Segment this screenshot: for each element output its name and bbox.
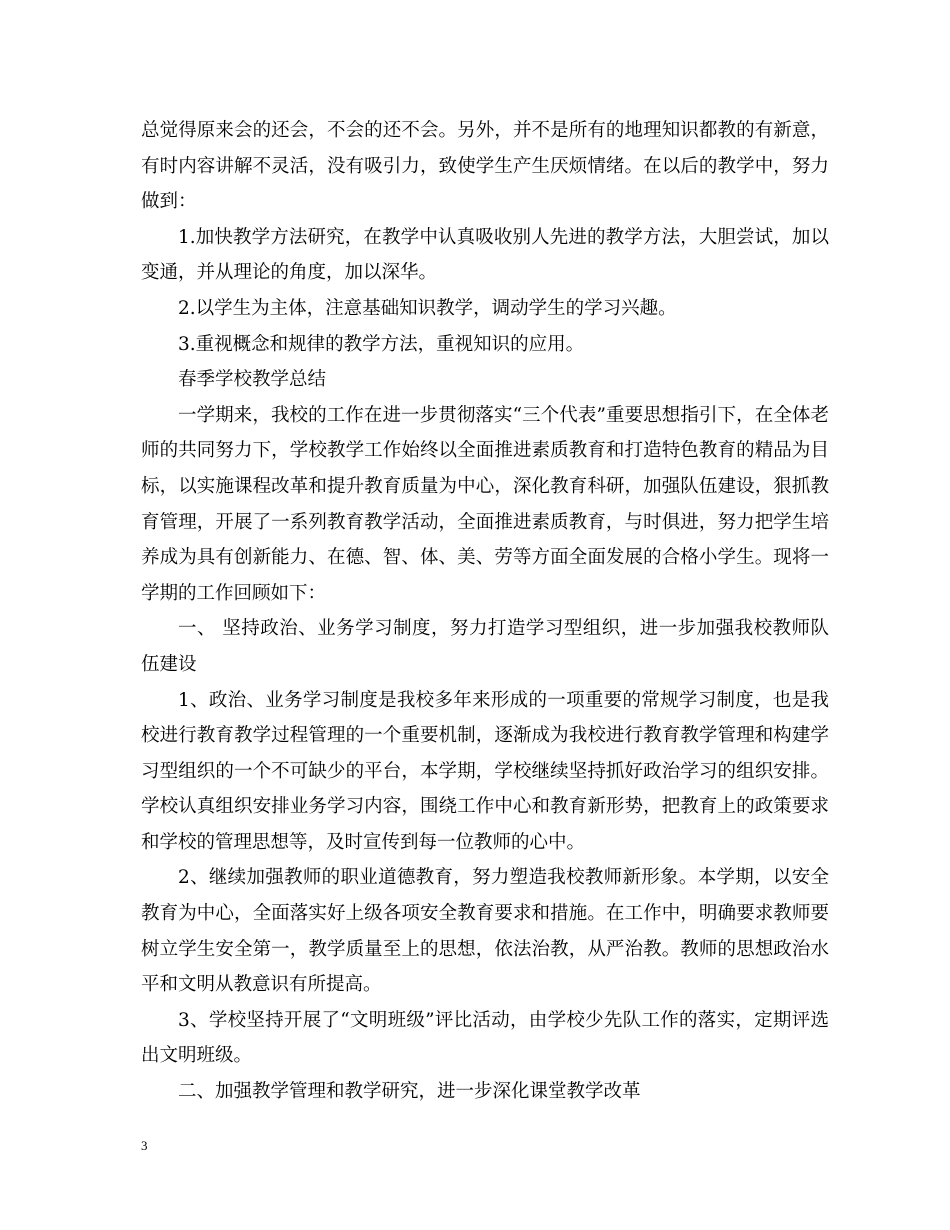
section-title: 春季学校教学总结 [178, 369, 327, 391]
paragraph-item-1: 1.加快教学方法研究，在教学中认真吸收别人先进的教学方法，大胆尝试，加以变通，并从理论的角度，加以深华。 [141, 226, 829, 284]
paragraph-item-3: 3.重视概念和规律的教学方法，重视知识的应用。 [178, 333, 585, 355]
paragraph-continuation: 总觉得原来会的还会，不会的还不会。另外，并不是所有的地理知识都教的有新意，有时内容讲解不灵活，没有吸引力，致使学生产生厌烦情绪。在以后的教学中，努力做到： [141, 120, 829, 213]
paragraph-point-3: 3、学校坚持开展了“文明班级”评比活动，由学校少先队工作的落实，定期评选出文明班级。 [141, 1009, 829, 1067]
paragraph-point-2: 2、继续加强教师的职业道德教育，努力塑造我校教师新形象。本学期，以安全教育为中心，全面落实好上级各项安全教育要求和措施。在工作中，明确要求教师要树立学生安全第一，教学质量至上的思想，依法治教，从严治教。教师的思想政治水平和文明从教意识有所提高。 [141, 867, 829, 996]
paragraph-intro: 一学期来，我校的工作在进一步贯彻落实“三个代表”重要思想指引下，在全体老师的共同努力下，学校教学工作始终以全面推进素质教育和打造特色教育的精品为目标，以实施课程改革和提升教育质量为中心，深化教育科研，加强队伍建设，狠抓教育管理，开展了一系列教育教学活动，全面推进素质教育，与时俱进，努力把学生培养成为具有创新能力、在德、智、体、美、劳等方面全面发展的合格小学生。现将一学期的工作回顾如下： [141, 404, 829, 604]
heading-part-1: 一、 坚持政治、业务学习制度，努力打造学习型组织，进一步加强我校教师队伍建设 [141, 618, 829, 675]
paragraph-item-2: 2.以学生为主体，注意基础知识教学，调动学生的学习兴趣。 [178, 297, 677, 319]
heading-part-2: 二、加强教学管理和教学研究，进一步深化课堂教学改革 [178, 1081, 641, 1103]
body-text [141, 113, 829, 1110]
page-number: 3 [141, 1138, 148, 1153]
paragraph-point-1: 1、政治、业务学习制度是我校多年来形成的一项重要的常规学习制度，也是我校进行教育教学过程管理的一个重要机制，逐渐成为我校进行教育教学管理和构建学习型组织的一个不可缺少的平台，本学期，学校继续坚持抓好政治学习的组织安排。学校认真组织安排业务学习内容，围绕工作中心和教育新形势，把教育上的政策要求和学校的管理思想等，及时宣传到每一位教师的心中。 [141, 689, 829, 853]
